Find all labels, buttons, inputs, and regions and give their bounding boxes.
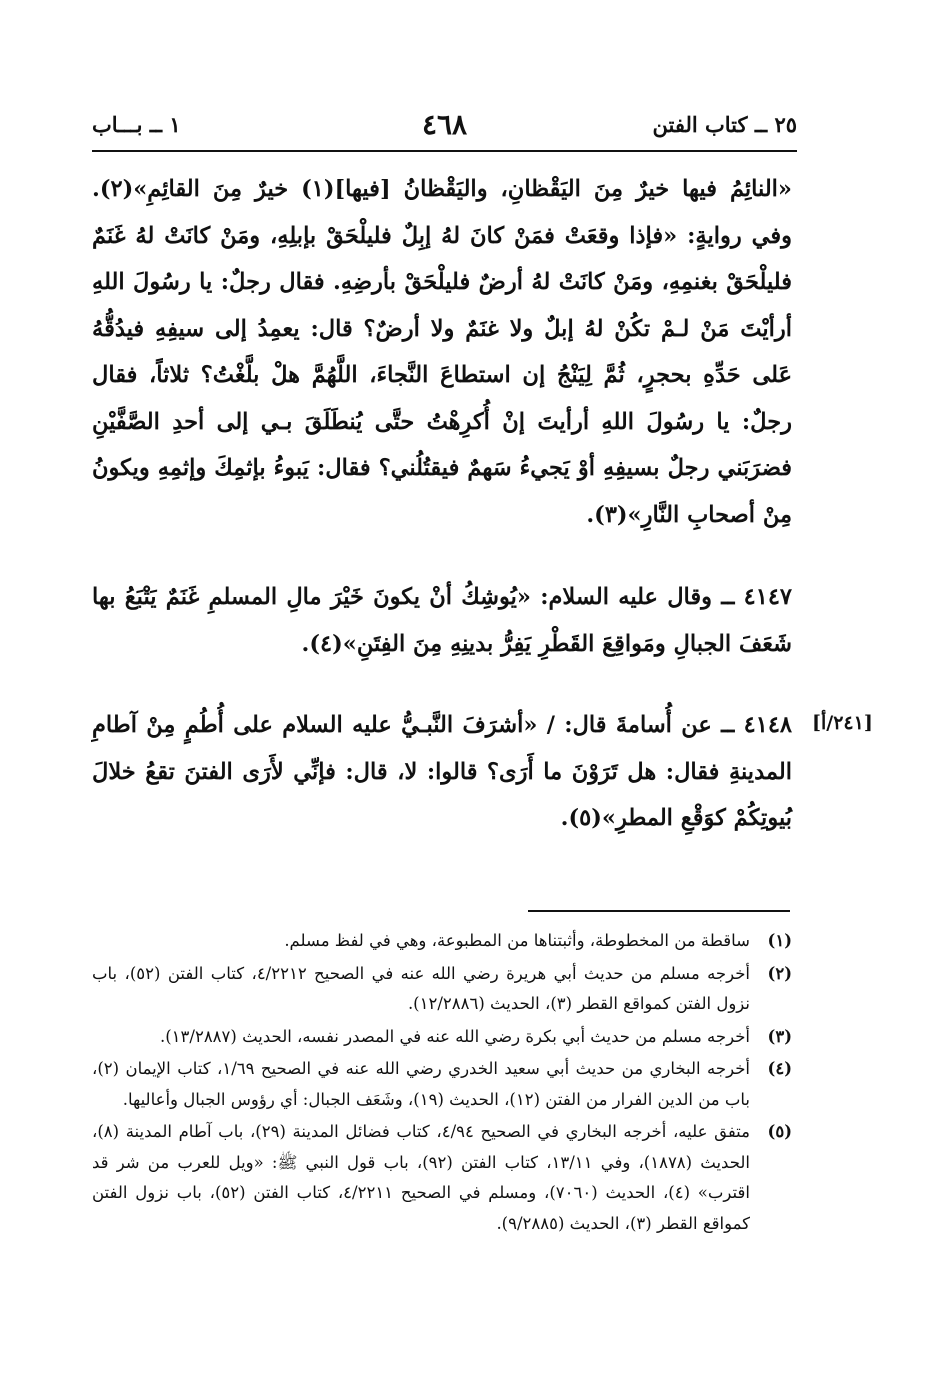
running-header: [92, 108, 797, 148]
hadith-text: ــ عن أُسامةَ قال: / «أشرَفَ النَّبـيُّ عليه السلام على أُطُمٍ مِنْ آطامِ المدينةِ فقال: هل تَرَوْنَ ما أَرَى؟ قالوا: لا، قال: فإنِّي لأَرَى الفتنَ تقعُ خلالَ بُيوتِكُمْ كوَقْعِ المطرِ»(٥).: [92, 712, 792, 831]
footnote: [92, 959, 792, 1020]
footnote: [92, 926, 792, 957]
footnote-text: أخرجه البخاري من حديث أبي سعيد الخدري رضي الله عنه في الصحيح ١/٦٩، كتاب الإيمان (٢)، باب من الدين الفرار من الفتن (١٢)، الحديث (١٩)، وشَعَف الجبال: أي رؤوس الجبال وأعاليها.: [92, 1059, 750, 1109]
footnote: [92, 1054, 792, 1115]
footnote: [92, 1022, 792, 1053]
hadith-number: ٤١٤٨: [743, 712, 792, 738]
manuscript-folio-ref: [٢٤١/أ]: [812, 712, 873, 734]
hadith-continuation: «النائِمُ فيها خيرٌ مِنَ اليَقْظانِ، واليَقْظانُ [فيها](١) خيرٌ مِنَ القائِمِ»(٢). وفي روايةٍ: «فإذا وقعَتْ فمَنْ كانَ لهُ إبِلٌ فليلْحَقْ بإبلِهِ، ومَنْ كانَتْ لهُ غَنَمٌ فليلْحَقْ بغنمِهِ، ومَنْ كانَتْ لهُ أرضٌ فليلْحَقْ بأرضِهِ. فقال رجلٌ: يا رسُولَ اللهِ أرأيْتَ مَنْ لـمْ تكُنْ لهُ إبلٌ ولا غنَمٌ ولا أرضٌ؟ قال: يعمِدُ إلى سيفِهِ فيدُقُّهُ عَلى حَدِّهِ بحجرٍ، ثُمَّ لِيَنْجُ إن استطاعَ النَّجاءَ، اللَّهُمَّ هلْ بلَّغْتُ؟ ثلاثاً، فقال رجلٌ: يا رسُولَ اللهِ أرأيتَ إنْ أُكرِهْتُ حتَّى يُنطَلَقَ بـي إلى أحدِ الصَّفَّيْنِ فضرَبَني رجلٌ بسيفِهِ أوْ يَجيءُ سَهمٌ فيقتُلُني؟ فقال: يَبوءُ بإثمِكَ وإثمِهِ ويكونُ مِنْ أصحابِ النَّارِ»(٣).: [92, 176, 792, 528]
footnotes: [92, 926, 792, 1241]
footnote-number: (٣): [767, 1026, 792, 1046]
footnote-text: أخرجه مسلم من حديث أبي هريرة رضي الله عنه في الصحيح ٤/٢٢١٢، كتاب الفتن (٥٢)، باب نزول الفتن كمواقع القطر (٣)، الحديث (١٢/٢٨٨٦).: [92, 963, 751, 1013]
footnote-text: متفق عليه، أخرجه البخاري في الصحيح ٤/٩٤، كتاب فضائل المدينة (٢٩)، باب آطام المدينة (٨)، الحديث (١٨٧٨)، وفي ١٣/١١، كتاب الفتن (٩٢)، باب قول النبي ﷺ: «ويل للعرب من شر قد اقترب» (٤)، الحديث (٧٠٦٠)، ومسلم في الصحيح ٤/٢٢١١، كتاب الفتن (٥٢)، باب نزول الفتن كمواقع القطر (٣)، الحديث (٩/٢٨٨٥).: [92, 1122, 750, 1233]
hadith-4147: [92, 574, 792, 667]
footnote-number: (٥): [767, 1122, 792, 1141]
chapter-title: ٢٥ ــ كتاب الفتن: [652, 112, 797, 137]
hadith-number: ٤١٤٧: [743, 584, 792, 610]
hadith-text: ــ وقال عليه السلام: «يُوشِكُ أنْ يكونَ خَيْرَ مالِ المسلمِ غَنَمٌ يَتْبَعُ بها شَعَفَ الجبالِ ومَواقِعَ القَطْرِ يَفِرُّ بدينِهِ مِنَ الفِتَنِ»(٤).: [92, 584, 792, 657]
section-title: ١ ــ بـــاب: [92, 112, 181, 137]
footnote-number: (٢): [767, 963, 792, 983]
footnote-text: ساقطة من المخطوطة، وأثبتناها من المطبوعة، وهي في لفظ مسلم.: [284, 931, 750, 950]
footnote-text: أخرجه مسلم من حديث أبي بكرة رضي الله عنه في المصدر نفسه، الحديث (١٣/٢٨٨٧).: [159, 1026, 750, 1046]
header-rule: [92, 150, 797, 152]
footnote-number: (١): [767, 931, 792, 950]
footnote-number: (٤): [767, 1059, 792, 1078]
footnote: [92, 1117, 792, 1239]
hadith-4148: [92, 702, 792, 842]
page-number: ٤٦٨: [421, 108, 468, 141]
footnote-rule: [528, 910, 790, 912]
